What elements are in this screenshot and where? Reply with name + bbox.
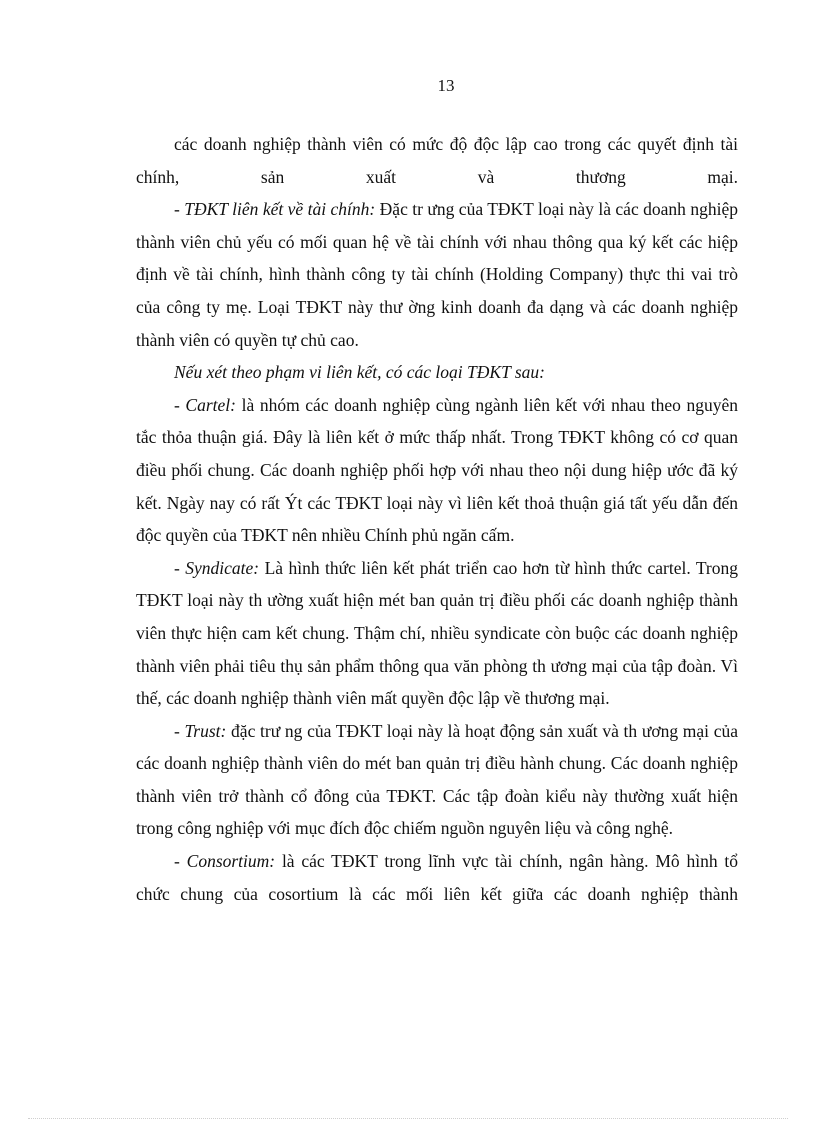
- paragraph-text: các doanh nghiệp thành viên có mức độ độc lập cao trong các quyết định tài chính, sản xuất và thương mại.: [136, 134, 738, 187]
- paragraph-text: là các TĐKT trong lĩnh vực tài chính, ngân hàng. Mô hình tổ chức chung của cosortium là các mối liên kết giữa các doanh nghiệp thành: [136, 851, 738, 904]
- paragraph-continuation: [136, 128, 738, 193]
- paragraph-syndicate: [136, 552, 738, 715]
- paragraph-text: đặc trư ng của TĐKT loại này là hoạt động sản xuất và th ương mại của các doanh nghiệp thành viên do mét ban quản trị điều hành chung. Các doanh nghiệp thành viên trở thành cổ đông của TĐKT. Các tập đoàn kiểu này thường xuất hiện trong công nghiệp với mục đích độc chiếm nguồn nguyên liệu và công nghệ.: [136, 720, 739, 839]
- page-bottom-divider: [28, 1118, 788, 1119]
- paragraph-lead: - Consortium:: [174, 851, 276, 872]
- page-number: 13: [437, 76, 455, 95]
- paragraph-text: Là hình thức liên kết phát triển cao hơn từ hình thức cartel. Trong TĐKT loại này th ường xuất hiện mét ban quản trị điều phối các doanh nghiệp thành viên thực hiện cam kết chung. Thậm chí, nhiều syndicate còn buộc các doanh nghiệp thành viên phải tiêu thụ sản phẩm thông qua văn phòng th ương mại của tập đoàn. Vì thế, các doanh nghiệp thành viên mất quyền độc lập về thương mại.: [136, 557, 738, 709]
- paragraph-lead: - Trust:: [174, 720, 227, 741]
- paragraph-cartel: [136, 389, 738, 552]
- paragraph-text: Đặc tr ưng của TĐKT loại này là các doanh nghiệp thành viên chủ yếu có mối quan hệ về tài chính với nhau thông qua ký kết các hiệp định về tài chính, hình thành công ty tài chính (Holding Company) thực thi vai trò của công ty mẹ. Loại TĐKT này thư ờng kinh doanh đa dạng và các doanh nghiệp thành viên có quyền tự chủ cao.: [136, 199, 738, 350]
- paragraph-scope-heading: [136, 356, 738, 389]
- paragraph-text: là nhóm các doanh nghiệp cùng ngành liên kết với nhau theo nguyên tắc thỏa thuận giá. Đây là liên kết ở mức thấp nhất. Trong TĐKT không có cơ quan điều phối chung. Các doanh nghiệp phối hợp với nhau theo nội dung hiệp ước đã ký kết. Ngày nay có rất Ýt các TĐKT loại này vì liên kết thoả thuận giá tất yếu dẫn đến độc quyền của TĐKT nên nhiều Chính phủ ngăn cấm.: [136, 394, 738, 546]
- paragraph-lead: - Cartel:: [174, 394, 236, 415]
- document-body: [136, 128, 738, 910]
- paragraph-lead: - Syndicate:: [174, 557, 260, 578]
- paragraph-italic: Nếu xét theo phạm vi liên kết, có các loại TĐKT sau:: [174, 362, 545, 383]
- paragraph-consortium: [136, 845, 738, 910]
- paragraph-financial-link: [136, 193, 738, 356]
- paragraph-trust: [136, 715, 738, 845]
- paragraph-lead: - TĐKT liên kết về tài chính:: [174, 199, 376, 220]
